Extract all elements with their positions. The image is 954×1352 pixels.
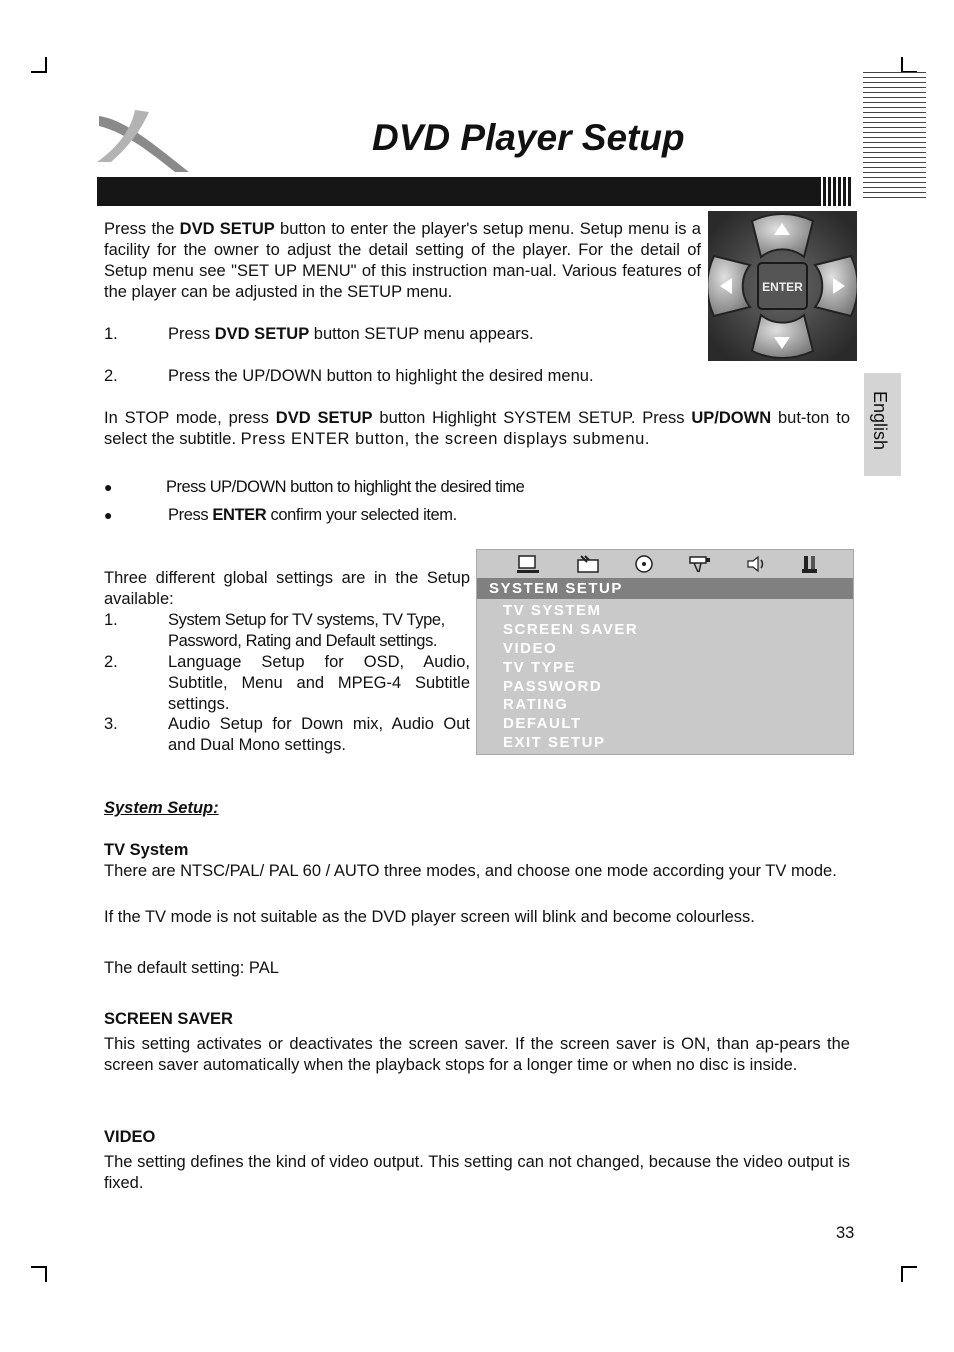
crop-mark-bottom-left — [31, 1266, 47, 1282]
tv-system-title: TV System — [104, 841, 189, 859]
menu-item-tv-system[interactable]: TV SYSTEM — [503, 602, 602, 619]
global-item-1: 1. System Setup for TV systems, TV Type, Password, Rating and Default settings. — [104, 611, 445, 650]
language-tab — [864, 373, 901, 476]
page-title: DVD Player Setup — [372, 117, 685, 158]
enter-key-label: ENTER — [762, 280, 803, 294]
language-tab-label: English — [870, 391, 890, 451]
tools-icon — [799, 554, 821, 574]
screen-saver-paragraph: This setting activates or deactivates the screen saver. If the screen saver is ON, than ap-pears the screen saver automatically when the playback stops for a longer time or when no disc is inside. — [104, 1035, 850, 1074]
menu-item-screen-saver[interactable]: SCREEN SAVER — [503, 621, 639, 638]
menu-item-exit-setup[interactable]: EXIT SETUP — [503, 734, 606, 751]
tv-system-default: The default setting: PAL — [104, 959, 279, 977]
menu-icon-row — [477, 550, 853, 578]
crop-mark-bottom-right — [901, 1266, 917, 1282]
menu-item-password[interactable]: PASSWORD — [503, 678, 603, 695]
global-item-3: 3. Audio Setup for Down mix, Audio Out and Dual Mono settings. — [104, 715, 470, 754]
crop-mark-top-left — [31, 57, 47, 73]
video-paragraph: The setting defines the kind of video output. This setting can not changed, because the video output is fixed. — [104, 1153, 850, 1192]
global-settings-lead: Three different global settings are in the Setup available: — [104, 569, 470, 608]
tv-system-paragraph-1: There are NTSC/PAL/ PAL 60 / AUTO three modes, and choose one mode according your TV mode. — [104, 862, 837, 880]
menu-item-video[interactable]: VIDEO — [503, 640, 558, 657]
stripe-decoration — [863, 72, 926, 198]
speaker-icon — [745, 554, 767, 574]
remote-navigation-image — [708, 211, 857, 361]
page-number: 33 — [836, 1224, 855, 1242]
menu-item-tv-type[interactable]: TV TYPE — [503, 659, 577, 676]
camera-icon — [689, 554, 711, 574]
system-setup-heading: System Setup: — [104, 799, 219, 817]
title-bar — [97, 177, 852, 206]
crop-mark-top-right — [901, 57, 917, 73]
brand-logo-icon — [95, 108, 193, 176]
menu-header: SYSTEM SETUP — [477, 578, 853, 599]
menu-item-rating[interactable]: RATING — [503, 696, 569, 713]
tv-system-paragraph-2: If the TV mode is not suitable as the DVD player screen will blink and become colourless. — [104, 908, 755, 926]
system-setup-osd-menu — [476, 549, 854, 755]
disc-icon — [633, 554, 655, 574]
stop-mode-paragraph: In STOP mode, press DVD SETUP button Highlight SYSTEM SETUP. Press UP/DOWN but-ton to select the subtitle. Press ENTER button, the screen displays submenu. — [104, 409, 850, 448]
tv-icon — [517, 554, 539, 574]
video-title: VIDEO — [104, 1128, 156, 1146]
screen-saver-title: SCREEN SAVER — [104, 1010, 233, 1028]
language-icon — [577, 554, 599, 574]
menu-item-default[interactable]: DEFAULT — [503, 715, 582, 732]
intro-paragraph: Press the DVD SETUP button to enter the player's setup menu. Setup menu is a facility for the owner to adjust the detail setting of the player. For the detail of Setup menu see "SET UP MENU" of this instruction man-ual. Various features of the player can be adjusted in the SETUP menu. — [104, 220, 701, 301]
global-item-2: 2. Language Setup for OSD, Audio, Subtitle, Menu and MPEG-4 Subtitle settings. — [104, 653, 470, 713]
